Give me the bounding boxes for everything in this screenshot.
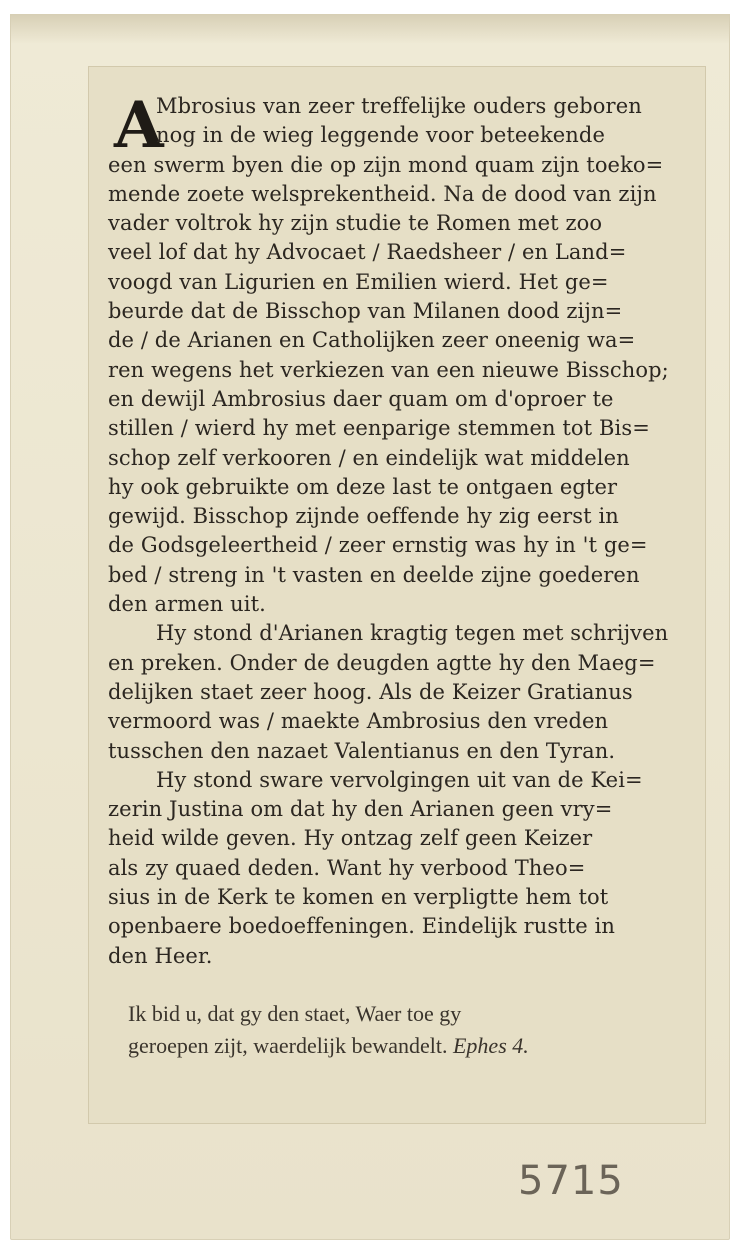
text-line: openbaere boedoeffeningen. Eindelijk rustte in bbox=[108, 914, 616, 939]
text-line: een swerm byen die op zijn mond quam zijn toeko= bbox=[108, 152, 664, 177]
handwritten-inventory-number: 5715 bbox=[518, 1158, 624, 1204]
text-line: vader voltrok hy zijn studie te Romen met zoo bbox=[108, 211, 603, 236]
verse-reference: Ephes 4. bbox=[452, 1033, 529, 1058]
text-line: voogd van Ligurien en Emilien wierd. Het ge= bbox=[108, 269, 609, 294]
text-line: Hy stond d'Arianen kragtig tegen met schrijven bbox=[156, 621, 669, 646]
biography-text bbox=[108, 88, 688, 971]
drop-cap-indented-lines bbox=[108, 92, 688, 151]
text-line: vermoord was / maekte Ambrosius den vreden bbox=[108, 709, 609, 734]
text-line: delijken staet zeer hoog. Als de Keizer Gratianus bbox=[108, 679, 633, 704]
scripture-verse bbox=[128, 998, 688, 1062]
text-line: zerin Justina om dat hy den Arianen geen vry= bbox=[108, 797, 613, 822]
text-line: nog in de wieg leggende voor beteekende bbox=[156, 123, 605, 148]
text-line: schop zelf verkooren / en eindelijk wat middelen bbox=[108, 445, 630, 470]
text-line: heid wilde geven. Hy ontzag zelf geen Keizer bbox=[108, 826, 593, 851]
text-line: Hy stond sware vervolgingen uit van de Kei= bbox=[156, 767, 643, 792]
text-line: en preken. Onder de deugden agtte hy den Maeg= bbox=[108, 650, 656, 675]
text-line: als zy quaed deden. Want hy verbood Theo= bbox=[108, 855, 586, 880]
text-line: en dewijl Ambrosius daer quam om d'oproer te bbox=[108, 386, 614, 411]
drop-cap-initial: A bbox=[114, 88, 164, 163]
text-line: bed / streng in 't vasten en deelde zijne goederen bbox=[108, 562, 640, 587]
verse-line-2 bbox=[128, 1030, 688, 1062]
text-line: gewijd. Bisschop zijnde oeffende hy zig eerst in bbox=[108, 504, 619, 529]
text-line: veel lof dat hy Advocaet / Raedsheer / en Land= bbox=[108, 240, 627, 265]
text-line: de / de Arianen en Catholijken zeer oneenig wa= bbox=[108, 328, 636, 353]
text-line: hy ook gebruikte om deze last te ontgaen egter bbox=[108, 474, 618, 499]
text-line: den armen uit. bbox=[108, 592, 266, 617]
text-line: ren wegens het verkiezen van een nieuwe Bisschop; bbox=[108, 357, 669, 382]
text-line: beurde dat de Bisschop van Milanen dood zijn= bbox=[108, 299, 623, 324]
text-line: de Godsgeleertheid / zeer ernstig was hy in 't ge= bbox=[108, 533, 648, 558]
text-line: mende zoete welsprekentheid. Na de dood van zijn bbox=[108, 181, 657, 206]
verse-line-1: Ik bid u, dat gy den staet, Waer toe gy bbox=[128, 1001, 462, 1026]
text-line: stillen / wierd hy met eenparige stemmen tot Bis= bbox=[108, 416, 650, 441]
text-line: den Heer. bbox=[108, 943, 213, 968]
text-line: sius in de Kerk te komen en verpligtte hem tot bbox=[108, 885, 609, 910]
text-line: Mbrosius van zeer treffelijke ouders geboren bbox=[156, 94, 642, 118]
verse-text: geroepen zijt, waerdelijk bewandelt. bbox=[128, 1033, 448, 1058]
text-line: tusschen den nazaet Valentianus en den Tyran. bbox=[108, 738, 616, 763]
